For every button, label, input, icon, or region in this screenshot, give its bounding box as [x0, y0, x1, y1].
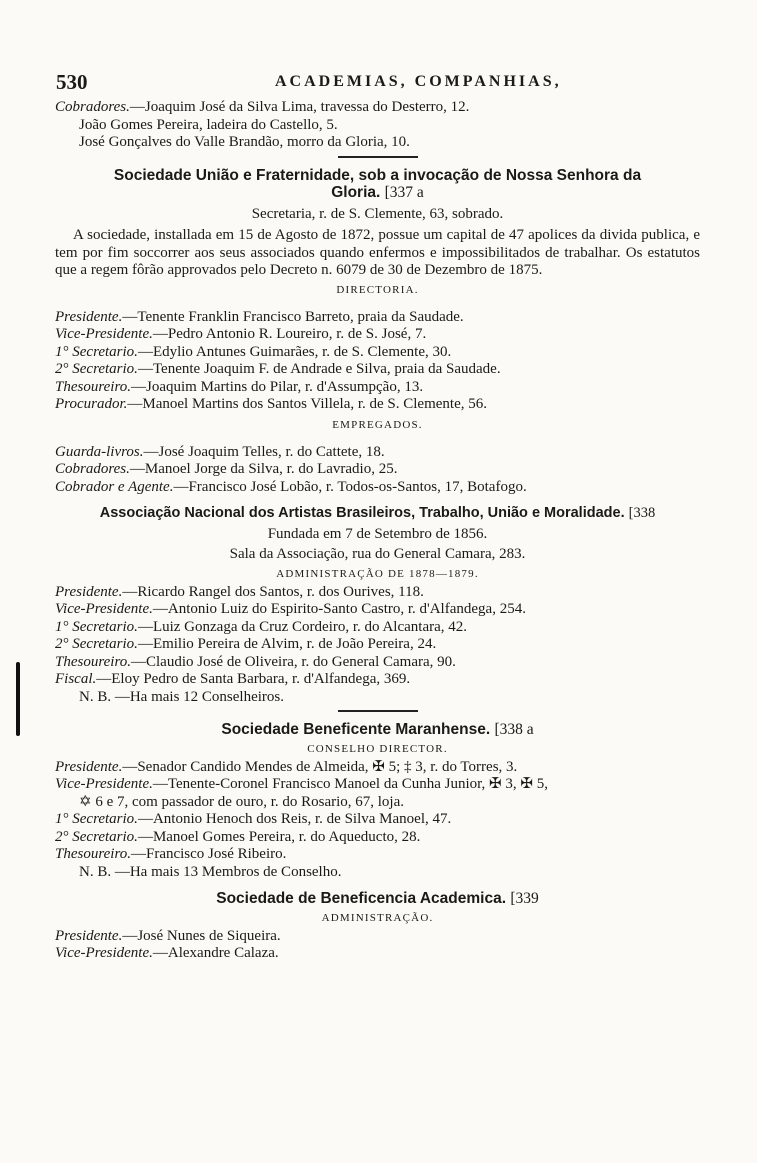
- note-line: N. B. —Ha mais 12 Conselheiros.: [79, 688, 284, 705]
- page-body: [55, 99, 700, 963]
- section-title: Associação Nacional dos Artistas Brasileiros, Trabalho, União e Moralidade. [338: [99, 505, 656, 521]
- note-line: N. B. —Ha mais 13 Membros de Conselho.: [79, 863, 342, 880]
- address-line: Sala da Associação, rua do General Camara, 283.: [229, 546, 526, 562]
- section-ref: [338: [628, 505, 656, 521]
- section-divider: [338, 710, 418, 712]
- running-title: ACADEMIAS, COMPANHIAS,: [275, 73, 562, 90]
- section-ref: [338 a: [494, 721, 534, 738]
- member-line: Presidente.—Tenente Franklin Francisco Barreto, praia da Saudade.: [55, 308, 464, 325]
- member-line: Thesoureiro.—Joaquim Martins do Pilar, r. d'Assumpção, 13.: [55, 378, 424, 395]
- member-line: 2° Secretario.—Tenente Joaquim F. de Andrade e Silva, praia da Saudade.: [55, 361, 501, 377]
- member-line: Cobradores.—Manoel Jorge da Silva, r. do Lavradio, 25.: [55, 461, 398, 477]
- member-line: Fiscal.—Eloy Pedro de Santa Barbara, r. d'Alfandega, 369.: [55, 671, 411, 687]
- section-ref: [339: [510, 890, 539, 907]
- page-header: [50, 70, 710, 94]
- member-line: ✡ 6 e 7, com passador de ouro, r. do Rosario, 67, loja.: [79, 793, 405, 810]
- section-title: Sociedade de Beneficencia Academica. [339: [216, 890, 539, 907]
- member-line: Cobrador e Agente.—Francisco José Lobão, r. Todos-os-Santos, 17, Botafogo.: [55, 478, 527, 495]
- member-line: Guarda-livros.—José Joaquim Telles, r. do Cattete, 18.: [55, 443, 385, 460]
- section-ref: [337 a: [384, 184, 424, 201]
- subsection-heading: CONSELHO DIRECTOR.: [307, 742, 448, 755]
- member-line: 1° Secretario.—Edylio Antunes Guimarães, r. de S. Clemente, 30.: [55, 343, 452, 360]
- member-line: Presidente.—Ricardo Rangel dos Santos, r. dos Ourives, 118.: [55, 583, 424, 600]
- entry-line: Cobradores.—Joaquim José da Silva Lima, travessa do Desterro, 12.: [55, 99, 470, 115]
- entry-line: João Gomes Pereira, ladeira do Castello, 5.: [79, 116, 338, 133]
- member-line: Presidente.—Senador Candido Mendes de Almeida, ✠ 5; ‡ 3, r. do Torres, 3.: [55, 758, 518, 775]
- entry-line: José Gonçalves do Valle Brandão, morro da Gloria, 10.: [79, 134, 410, 150]
- member-line: Procurador.—Manoel Martins dos Santos Villela, r. de S. Clemente, 56.: [55, 396, 487, 412]
- member-line: 1° Secretario.—Luiz Gonzaga da Cruz Cordeiro, r. do Alcantara, 42.: [55, 618, 467, 635]
- member-line: Presidente.—José Nunes de Siqueira.: [55, 927, 281, 944]
- margin-mark: [16, 662, 20, 736]
- address-line: Secretaria, r. de S. Clemente, 63, sobrado.: [251, 205, 504, 222]
- member-line: Thesoureiro.—Francisco José Ribeiro.: [55, 846, 287, 862]
- member-line: Thesoureiro.—Claudio José de Oliveira, r. do General Camara, 90.: [55, 653, 456, 670]
- member-line: 2° Secretario.—Manoel Gomes Pereira, r. do Aqueducto, 28.: [55, 828, 421, 845]
- subsection-heading: EMPREGADOS.: [332, 418, 423, 431]
- subsection-heading: ADMINISTRAÇÃO DE 1878—1879.: [276, 567, 479, 580]
- founded-line: Fundada em 7 de Setembro de 1856.: [267, 525, 488, 542]
- member-line: 1° Secretario.—Antonio Henoch dos Reis, r. de Silva Manoel, 47.: [55, 811, 452, 827]
- member-line: Vice-Presidente.—Antonio Luiz do Espirito-Santo Castro, r. d'Alfandega, 254.: [55, 601, 526, 617]
- member-line: 2° Secretario.—Emilio Pereira de Alvim, r. de João Pereira, 24.: [55, 636, 437, 652]
- section-title: Sociedade Beneficente Maranhense. [338 a: [221, 721, 534, 738]
- section-title: Gloria. [337 a: [331, 184, 424, 201]
- section-divider: [338, 156, 418, 158]
- member-line: Vice-Presidente.—Tenente-Coronel Francisco Manoel da Cunha Junior, ✠ 3, ✠ 5,: [55, 776, 548, 792]
- page-number: 530: [56, 70, 88, 94]
- member-line: Vice-Presidente.—Pedro Antonio R. Loureiro, r. de S. José, 7.: [55, 326, 427, 342]
- member-line: Vice-Presidente.—Alexandre Calaza.: [55, 945, 279, 961]
- section-title: Sociedade União e Fraternidade, sob a invocação de Nossa Senhora da: [113, 166, 642, 184]
- subsection-heading: DIRECTORIA.: [336, 283, 419, 296]
- description-paragraph: A sociedade, installada em 15 de Agosto de 1872, possue um capital de 47 apolices da divida publica, e tem por fim soccorrer aos seus associados quando enfermos e impossibilitados de trabalhar. Os estatutos que a regem fôrão approvados pelo Decreto n. 6079 de 30 de Dezembro de 1875.: [55, 227, 700, 278]
- subsection-heading: ADMINISTRAÇÃO.: [321, 911, 434, 924]
